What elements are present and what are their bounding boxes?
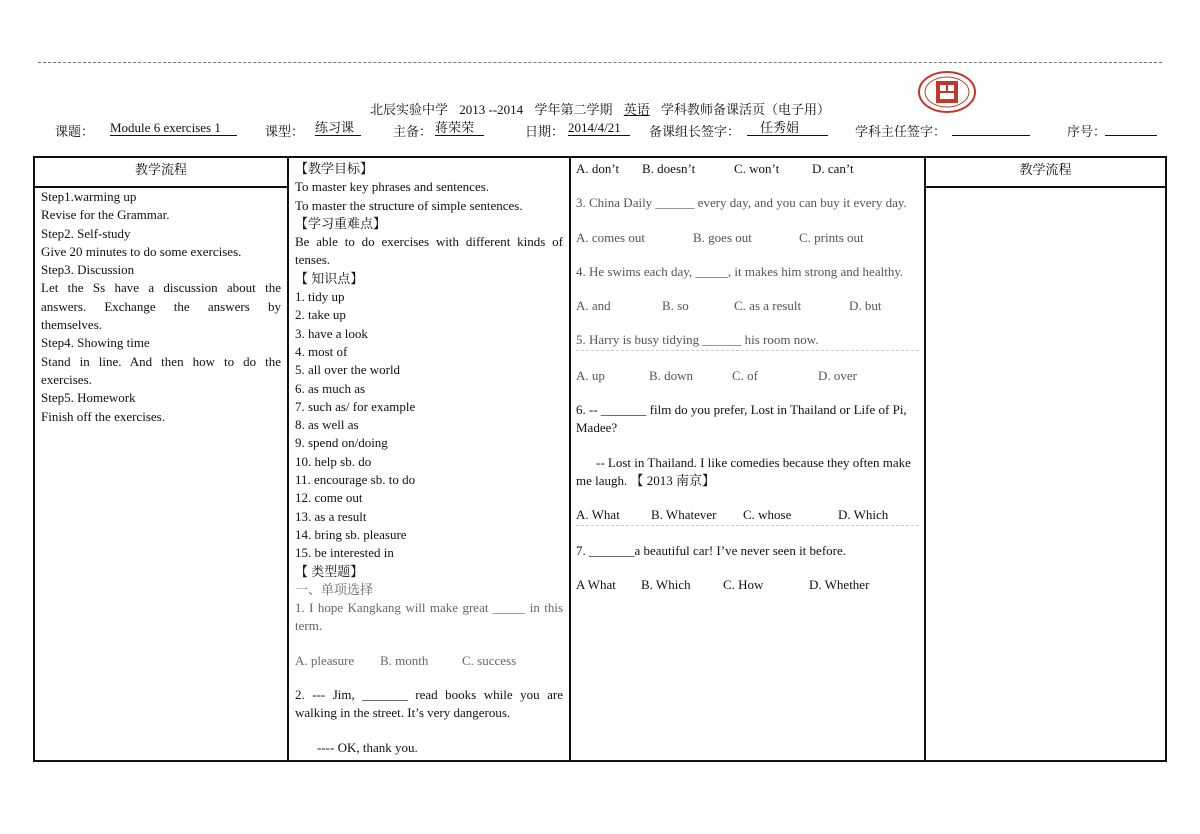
- point-item: 3. have a look: [295, 325, 368, 341]
- date-label: 日期：: [525, 124, 565, 139]
- column-exercises: [571, 158, 926, 760]
- step-line: Give 20 minutes to do some exercises.: [41, 243, 242, 259]
- title-years: 2013 --2014: [459, 102, 524, 117]
- option: A. comes out: [576, 229, 645, 245]
- title-term: 学年第二学期: [534, 102, 613, 117]
- option: C. prints out: [799, 229, 864, 245]
- option: B. down: [649, 367, 694, 383]
- point-item: 8. as well as: [295, 417, 359, 433]
- goal-line: To master the structure of simple sentences.: [295, 197, 523, 213]
- question-4-options: [576, 297, 919, 315]
- points-title: 【 知识点】: [295, 270, 364, 286]
- top-divider: [38, 62, 1162, 63]
- point-item: 15. be interested in: [295, 545, 394, 561]
- key-text: Be able to do exercises with different kinds of tenses.: [295, 234, 563, 268]
- question-6-reply: -- Lost in Thailand. I like comedies because they often make me laugh. 【 2013 南京】: [576, 454, 911, 488]
- serial-label: 序号：: [1067, 124, 1107, 139]
- question-2: 2. --- Jim, _______ read books while you are walking in the street. It’s very dangerous.: [295, 687, 563, 721]
- point-item: 14. bring sb. pleasure: [295, 526, 407, 542]
- step-line: Step4. Showing time: [41, 335, 150, 351]
- lesson-table: [33, 156, 1167, 762]
- option: C. whose: [743, 507, 792, 523]
- question-3: 3. China Daily ______ every day, and you can buy it every day.: [576, 195, 907, 211]
- serial-blank: [1105, 121, 1157, 136]
- question-1: 1. I hope Kangkang will make great _____ in this term.: [295, 600, 563, 634]
- column-objectives: [289, 158, 571, 760]
- objectives-content: [295, 160, 563, 757]
- step-line: Let the Ss have a discussion about the answers. Exchange the answers by themselves.: [41, 280, 281, 333]
- title-school: 北辰实验中学: [370, 102, 449, 117]
- host-value: 蒋荣荣: [435, 121, 484, 136]
- option: B. Which: [641, 576, 691, 592]
- option: B. Whatever: [651, 507, 717, 523]
- page-title: [0, 99, 1200, 118]
- point-item: 4. most of: [295, 343, 348, 359]
- column-header: 教学流程: [926, 158, 1165, 188]
- option: B. so: [662, 298, 689, 314]
- topic-label: 课题：: [55, 124, 95, 139]
- director-label: 学科主任签字：: [855, 124, 947, 139]
- leader-label: 备课组长签字：: [649, 124, 741, 139]
- point-item: 12. come out: [295, 490, 363, 506]
- question-3-options: [576, 229, 919, 247]
- option: D. can’t: [812, 161, 854, 176]
- question-2-options: [576, 160, 919, 178]
- column-header: 教学流程: [35, 158, 287, 188]
- question-5-options: [576, 367, 919, 385]
- point-item: 5. all over the world: [295, 362, 401, 378]
- option: B. goes out: [693, 229, 752, 245]
- goal-title: 【教学目标】: [295, 161, 374, 176]
- step-line: Stand in line. And then how to do the exercises.: [41, 353, 281, 387]
- question-4: 4. He swims each day, _____, it makes him strong and healthy.: [576, 263, 904, 279]
- option: A What: [576, 576, 616, 592]
- goal-line: To master key phrases and sentences.: [295, 179, 490, 195]
- point-item: 13. as a result: [295, 508, 367, 524]
- option: C. won’t: [734, 161, 780, 176]
- title-suffix: 学科教师备课活页（电子用）: [660, 102, 830, 117]
- leader-value: 任秀娟: [747, 121, 828, 136]
- exercises-content: [576, 160, 919, 594]
- option: D. Whether: [809, 576, 870, 592]
- key-title: 【学习重难点】: [295, 215, 387, 231]
- point-item: 9. spend on/doing: [295, 435, 388, 451]
- option: A. and: [576, 298, 611, 314]
- section-title: 一、单项选择: [295, 581, 374, 597]
- option: C. of: [732, 367, 758, 383]
- point-item: 2. take up: [295, 307, 346, 323]
- question-2-reply: ---- OK, thank you.: [317, 739, 418, 755]
- types-title: 【 类型题】: [295, 563, 364, 579]
- point-item: 6. as much as: [295, 380, 366, 396]
- option: D. over: [818, 367, 857, 383]
- step-line: Step2. Self-study: [41, 225, 131, 241]
- option: C. How: [723, 576, 764, 592]
- step-line: Step1.warming up: [41, 189, 137, 204]
- question-5: 5. Harry is busy tidying ______ his room now.: [576, 331, 919, 350]
- question-7-options: [576, 576, 919, 594]
- option: A. What: [576, 507, 620, 523]
- point-item: 7. such as/ for example: [295, 398, 416, 414]
- column-notes: [926, 158, 1165, 760]
- host-label: 主备：: [393, 124, 433, 139]
- question-1-options: [295, 652, 563, 670]
- director-blank: [952, 121, 1030, 136]
- column-process: [35, 158, 289, 760]
- option: D. but: [849, 298, 882, 314]
- question-6-options: [576, 506, 919, 525]
- date-value: 2014/4/21: [568, 121, 630, 136]
- point-item: 10. help sb. do: [295, 453, 372, 469]
- option: C. as a result: [734, 298, 802, 314]
- type-value: 练习课: [315, 121, 361, 136]
- process-steps: [41, 188, 281, 426]
- step-line: Finish off the exercises.: [41, 408, 165, 424]
- type-label: 课型：: [265, 124, 305, 139]
- step-line: Revise for the Grammar.: [41, 207, 170, 223]
- option: A. don’t: [576, 161, 620, 176]
- title-subject: 英语: [623, 102, 650, 117]
- point-item: 1. tidy up: [295, 289, 345, 305]
- option: B. doesn’t: [642, 161, 696, 176]
- step-line: Step5. Homework: [41, 390, 136, 406]
- option: C. success: [462, 652, 517, 668]
- option: B. month: [380, 652, 429, 668]
- step-line: Step3. Discussion: [41, 262, 135, 278]
- option: A. pleasure: [295, 652, 355, 668]
- option: A. up: [576, 367, 605, 383]
- topic-value: Module 6 exercises 1: [110, 121, 237, 136]
- option: D. Which: [838, 507, 889, 523]
- question-7: 7. _______a beautiful car! I’ve never seen it before.: [576, 542, 846, 558]
- point-item: 11. encourage sb. to do: [295, 472, 416, 488]
- question-6: 6. -- _______ film do you prefer, Lost in Thailand or Life of Pi, Madee?: [576, 402, 907, 436]
